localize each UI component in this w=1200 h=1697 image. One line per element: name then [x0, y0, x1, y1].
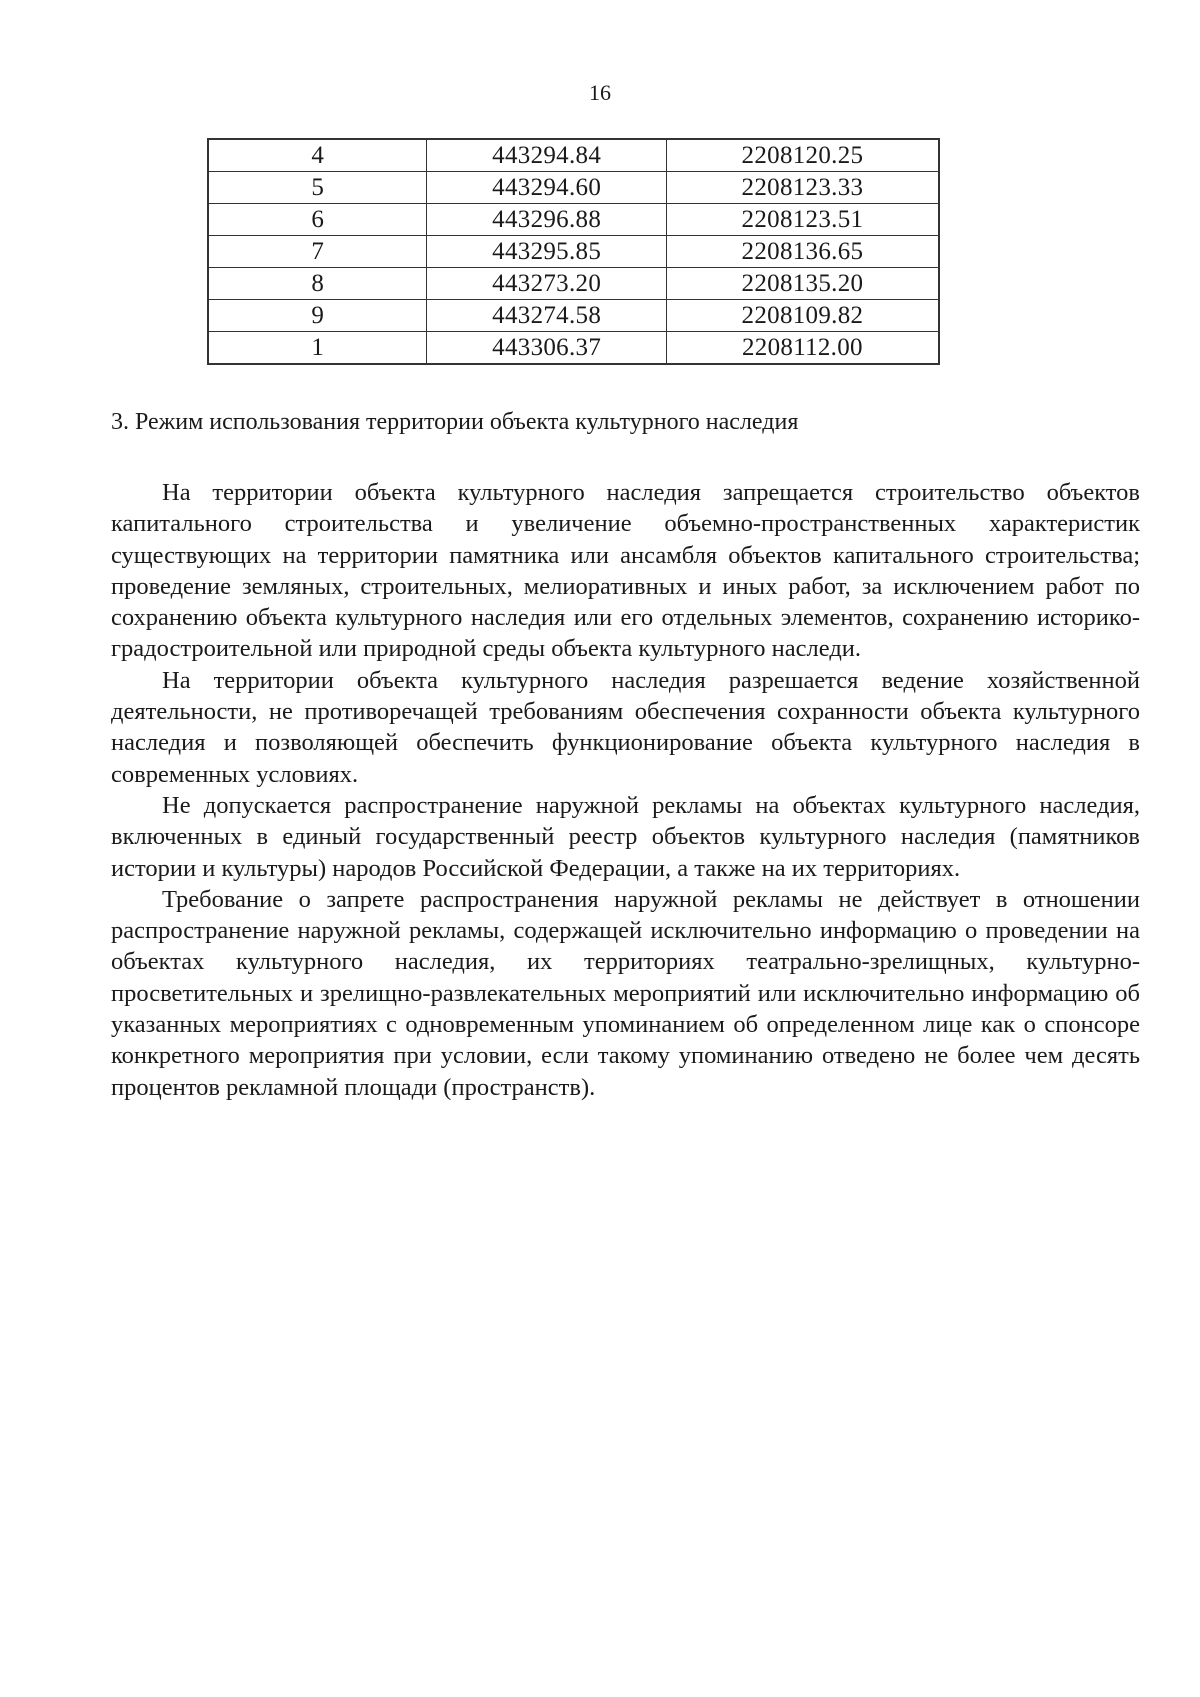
x-coordinate-cell: 443294.84: [427, 139, 666, 172]
y-coordinate-cell: 2208136.65: [666, 236, 939, 268]
section-heading: 3. Режим использования территории объекта культурного наследия: [111, 409, 799, 435]
y-coordinate-cell: 2208123.51: [666, 204, 939, 236]
coordinate-table: [207, 138, 940, 365]
table-row: [208, 204, 939, 236]
x-coordinate-cell: 443306.37: [427, 332, 666, 365]
point-number-cell: 9: [208, 300, 427, 332]
y-coordinate-cell: 2208123.33: [666, 172, 939, 204]
table-row: [208, 268, 939, 300]
x-coordinate-cell: 443294.60: [427, 172, 666, 204]
table-row: [208, 139, 939, 172]
point-number-cell: 6: [208, 204, 427, 236]
table-row: [208, 172, 939, 204]
x-coordinate-cell: 443273.20: [427, 268, 666, 300]
y-coordinate-cell: 2208109.82: [666, 300, 939, 332]
point-number-cell: 7: [208, 236, 427, 268]
y-coordinate-cell: 2208112.00: [666, 332, 939, 365]
point-number-cell: 8: [208, 268, 427, 300]
table-row: [208, 236, 939, 268]
paragraph-economic-activity: На территории объекта культурного наследия разрешается ведение хозяйственной деятельности, не противоречащей требованиям обеспечения сохранности объекта культурного наследия и позволяющей обеспечить функционирование объекта культурного наследия в современных условиях.: [111, 666, 1140, 788]
page-number: 16: [589, 80, 611, 105]
point-number-cell: 4: [208, 139, 427, 172]
table-row: [208, 332, 939, 365]
x-coordinate-cell: 443274.58: [427, 300, 666, 332]
table-row: [208, 300, 939, 332]
paragraph-advertising-ban: Не допускается распространение наружной рекламы на объектах культурного наследия, включенных в единый государственный реестр объектов культурного наследия (памятников истории и культуры) народов Российской Федерации, а также на их территориях.: [111, 791, 1140, 882]
point-number-cell: 5: [208, 172, 427, 204]
point-number-cell: 1: [208, 332, 427, 365]
y-coordinate-cell: 2208120.25: [666, 139, 939, 172]
paragraph-construction-ban: На территории объекта культурного наследия запрещается строительство объектов капитального строительства и увеличение объемно-пространственных характеристик существующих на территории памятника или ансамбля объектов капитального строительства; проведение земляных, строительных, мелиоративных и иных работ, за исключением работ по сохранению объекта культурного наследия или его отдельных элементов, сохранению историко-градостроительной или природной среды объекта культурного наследи.: [111, 479, 1140, 663]
x-coordinate-cell: 443296.88: [427, 204, 666, 236]
y-coordinate-cell: 2208135.20: [666, 268, 939, 300]
x-coordinate-cell: 443295.85: [427, 236, 666, 268]
section-body: [111, 477, 1140, 1103]
paragraph-advertising-exception: Требование о запрете распространения наружной рекламы не действует в отношении распространение наружной рекламы, содержащей исключительно информацию о проведении на объектах культурного наследия, их территориях театрально-зрелищных, культурно-просветительных и зрелищно-развлекательных мероприятий или исключительно информацию об указанных мероприятиях с одновременным упоминанием об определенном лице как о спонсоре конкретного мероприятия при условии, если такому упоминанию отведено не более чем десять процентов рекламной площади (пространств).: [111, 885, 1140, 1101]
